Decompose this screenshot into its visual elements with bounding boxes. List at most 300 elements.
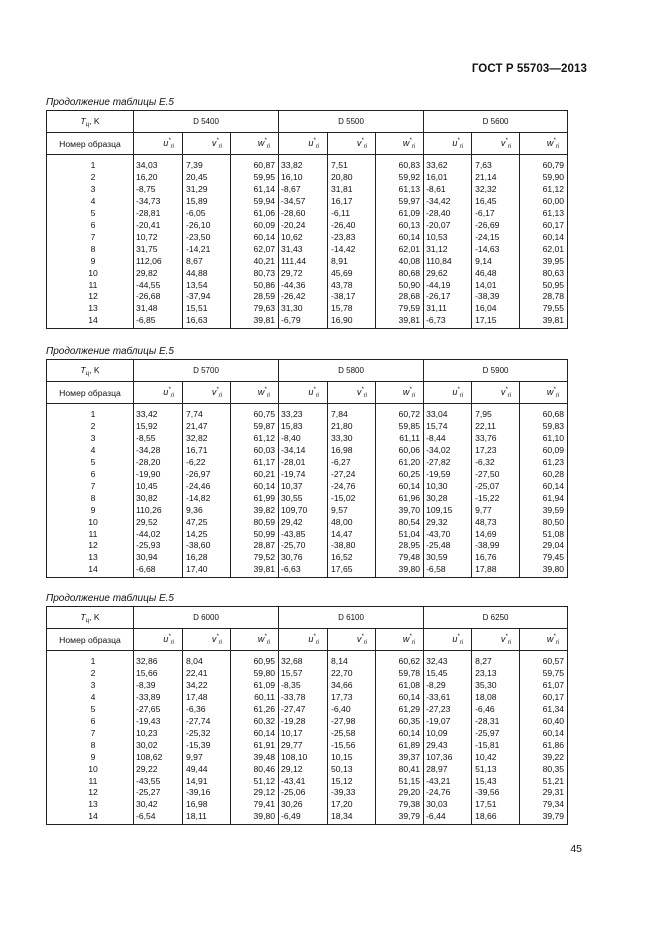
value-column: [183, 155, 231, 329]
table-cell-value: 9,97: [186, 751, 203, 762]
table-cell-value: 61,91: [253, 739, 276, 750]
table-cell-value: 110,26: [136, 504, 162, 515]
table-cell-value: 23,13: [475, 667, 497, 678]
table-cell-value: 61,17: [253, 456, 276, 467]
symbol-subscript: ri: [507, 639, 512, 646]
table-cell-value: 60,17: [542, 219, 565, 230]
table-cell-value: -6,22: [186, 456, 206, 467]
table-cell-value: 14,47: [331, 528, 353, 539]
table-cell-value: 39,48: [253, 751, 276, 762]
symbol-subscript: ri: [555, 392, 560, 399]
table-cell-value: 51,21: [542, 775, 565, 786]
symbol-letter: u: [163, 633, 169, 644]
symbol: [308, 138, 319, 148]
table-cell-value: 60,79: [542, 160, 565, 170]
table-cell-value: 80,54: [398, 516, 421, 527]
table-cell-value: 29,82: [136, 267, 158, 278]
table-cell-value: 39,59: [542, 504, 565, 515]
sample-number: 6: [90, 715, 96, 726]
table-cell-value: 29,20: [398, 787, 421, 798]
table-cell-value: 39,81: [253, 564, 276, 575]
symbol-letter: v: [211, 386, 217, 397]
symbol: [212, 138, 222, 148]
table-cell-value: 15,45: [426, 667, 448, 678]
table-cell-value: 29,32: [426, 516, 448, 527]
table-cell-value: -6,44: [426, 811, 446, 822]
table-cell-value: -6,58: [426, 564, 446, 575]
symbol: [452, 634, 463, 644]
illuminant-group-header: D 5700: [134, 360, 279, 382]
table-cell-value: 22,11: [475, 420, 496, 431]
table-cell-value: 10,23: [136, 727, 158, 738]
table-cell-value: -44,36: [281, 279, 306, 290]
table-cell-value: -19,59: [426, 468, 451, 479]
table-cell-value: 60,40: [542, 715, 565, 726]
table-cell-value: 61,94: [542, 492, 565, 503]
table-cell-value: 33,23: [281, 409, 303, 419]
temperature-unit: , K: [89, 364, 100, 375]
table-cell-value: -43,85: [281, 528, 306, 539]
symbol-letter: v: [356, 633, 362, 644]
table-cell-value: -26,42: [281, 291, 306, 302]
table-cell-value: 28,59: [253, 291, 276, 302]
symbol: [163, 138, 174, 148]
symbol-subscript: ri: [459, 639, 464, 646]
table-cell-value: -20,24: [281, 219, 306, 230]
table-cell-value: 62,01: [398, 243, 421, 254]
sample-number: 8: [90, 243, 96, 254]
table-cell-value: -34,02: [426, 444, 451, 455]
table-cell-value: 39,79: [542, 811, 565, 822]
table-cell-value: 60,35: [398, 715, 421, 726]
value-column: [328, 404, 376, 578]
table-cell-value: -14,63: [475, 243, 500, 254]
table-cell-value: -25,58: [331, 727, 356, 738]
symbol-subscript: ri: [363, 392, 368, 399]
table-cell-value: -15,81: [475, 739, 500, 750]
table-cell-value: -25,06: [281, 787, 306, 798]
table-cell-value: 60,09: [542, 444, 565, 455]
table-cell-value: 22,41: [186, 667, 208, 678]
table-cell-value: -28,20: [136, 456, 161, 467]
value-column: [424, 651, 472, 825]
table-cell-value: 21,47: [186, 420, 208, 431]
temperature-header: [47, 111, 134, 133]
table-cell-value: 30,59: [426, 552, 448, 563]
table-cell-value: 60,87: [253, 160, 276, 170]
sample-number-header: Номер образца: [47, 629, 134, 651]
table-cell-value: 60,14: [253, 727, 276, 738]
data-table: [46, 606, 568, 825]
table-cell-value: 48,73: [475, 516, 497, 527]
table-cell-value: -26,10: [186, 219, 211, 230]
table-cell-value: 50,99: [253, 528, 276, 539]
sample-number: 14: [88, 564, 98, 575]
table-cell-value: 16,76: [475, 552, 497, 563]
symbol-star: *: [553, 137, 556, 144]
symbol: [501, 138, 511, 148]
column-symbol-w: [376, 133, 424, 155]
table-cell-value: -33,78: [281, 691, 306, 702]
symbol-star: *: [505, 633, 508, 640]
table-cell-value: -34,73: [136, 195, 161, 206]
table-cell-value: -26,68: [136, 291, 161, 302]
column-symbol-v: [472, 629, 520, 651]
illuminant-group-header: D 5600: [424, 111, 568, 133]
value-column: [376, 404, 424, 578]
table-cell-value: 16,52: [331, 552, 353, 563]
symbol-letter: u: [163, 386, 169, 397]
column-symbol-v: [328, 133, 376, 155]
table-cell-value: -34,57: [281, 195, 306, 206]
table-cell-value: 31,81: [331, 183, 353, 194]
header-row-symbols: [47, 382, 568, 404]
table-cell-value: 61,10: [542, 432, 565, 443]
table-cell-value: 16,10: [281, 171, 303, 182]
table-cell-value: -8,29: [426, 679, 446, 690]
table-cell-value: -38,60: [186, 540, 211, 551]
value-column: [376, 155, 424, 329]
table-cell-value: 31,43: [281, 243, 303, 254]
column-symbol-v: [472, 382, 520, 404]
table-cell-value: -27,23: [426, 703, 451, 714]
table-cell-value: 39,80: [398, 564, 421, 575]
table-cell-value: 39,70: [398, 504, 421, 515]
table-cell-value: 61,06: [253, 207, 276, 218]
sample-number: 4: [90, 195, 96, 206]
data-table: [46, 359, 568, 578]
illuminant-group-header: D 6250: [424, 607, 568, 629]
sample-number: 3: [90, 183, 96, 194]
header-row-groups: [47, 607, 568, 629]
table-cell-value: -26,97: [186, 468, 211, 479]
value-column: [231, 404, 279, 578]
symbol-letter: w: [402, 386, 410, 397]
table-cell-value: 30,28: [426, 492, 448, 503]
table-cell-value: 60,11: [254, 691, 276, 702]
table-cell-value: 10,62: [281, 231, 303, 242]
table-cell-value: -6,17: [475, 207, 495, 218]
table-cell-value: 60,95: [253, 656, 276, 666]
symbol: [163, 387, 174, 397]
symbol-subscript: ri: [218, 392, 222, 399]
table-cell-value: 60,28: [542, 468, 565, 479]
table-cell-value: 7,63: [475, 160, 492, 170]
table-cell-value: 39,81: [253, 315, 276, 326]
table-cell-value: 31,12: [426, 243, 448, 254]
table-cell-value: 15,51: [186, 303, 208, 314]
value-column: [231, 155, 279, 329]
table-cell-value: -43,55: [136, 775, 161, 786]
column-symbol-w: [376, 629, 424, 651]
table-cell-value: 60,75: [253, 409, 276, 419]
table-cell-value: 29,77: [281, 739, 303, 750]
table-cell-value: 60,14: [542, 231, 565, 242]
table-cell-value: -26,17: [426, 291, 451, 302]
column-symbol-w: [520, 629, 568, 651]
table-cell-value: 30,76: [281, 552, 303, 563]
sample-number: 10: [88, 267, 98, 278]
table-cell-value: 60,57: [542, 656, 565, 666]
table-cell-value: 80,68: [398, 267, 421, 278]
table-cell-value: 18,08: [475, 691, 497, 702]
table-cell-value: 80,50: [542, 516, 565, 527]
table-cell-value: 17,88: [475, 564, 497, 575]
table-cell-value: 18,66: [475, 811, 497, 822]
temperature-header: [47, 360, 134, 382]
column-symbol-u: [134, 382, 183, 404]
table-cell-value: -8,61: [426, 183, 446, 194]
table-cell-value: -25,97: [475, 727, 500, 738]
table-cell-value: 59,75: [542, 667, 565, 678]
table-caption: Продолжение таблицы Е.5: [46, 97, 174, 108]
sample-number: 11: [88, 279, 98, 290]
header-row-symbols: [47, 133, 568, 155]
table-cell-value: 59,87: [253, 420, 276, 431]
column-symbol-v: [472, 133, 520, 155]
table-cell-value: 10,17: [281, 727, 303, 738]
table-cell-value: 60,14: [398, 691, 421, 702]
table-cell-value: 79,48: [398, 552, 421, 563]
table-cell-value: -24,15: [475, 231, 500, 242]
table-cell-value: -28,01: [281, 456, 306, 467]
table-cell-value: 34,66: [331, 679, 353, 690]
table-cell-value: -14,21: [186, 243, 211, 254]
header-row-symbols: [47, 629, 568, 651]
temperature-symbol: T: [80, 364, 86, 375]
table-cell-value: -8,35: [281, 679, 301, 690]
table-cell-value: -27,47: [281, 703, 306, 714]
sample-number: 6: [90, 468, 96, 479]
table-cell-value: 60,62: [398, 656, 421, 666]
symbol: [212, 634, 222, 644]
table-cell-value: 60,14: [253, 480, 276, 491]
symbol-subscript: ri: [218, 639, 222, 646]
table-cell-value: -28,40: [426, 207, 451, 218]
table-cell-value: 7,39: [186, 160, 203, 170]
table-cell-value: 51,15: [398, 775, 421, 786]
table-cell-value: 110,84: [426, 255, 452, 266]
value-column: [424, 404, 472, 578]
table-cell-value: 17,48: [186, 691, 208, 702]
table-cell-value: 79,34: [542, 799, 565, 810]
table-cell-value: -6,79: [281, 315, 301, 326]
table-cell-value: 40,21: [253, 255, 276, 266]
table-cell-value: 35,30: [475, 679, 497, 690]
table-cell-value: 39,82: [253, 504, 276, 515]
table-cell-value: 80,59: [253, 516, 276, 527]
sample-number: 3: [90, 679, 96, 690]
table-cell-value: -44,55: [136, 279, 161, 290]
value-column: [520, 155, 568, 329]
table-cell-value: -8,75: [136, 183, 156, 194]
table-cell-value: -19,43: [136, 715, 161, 726]
value-column: [472, 155, 520, 329]
column-symbol-w: [231, 133, 279, 155]
table-cell-value: -38,17: [331, 291, 356, 302]
table-cell-value: 59,90: [542, 171, 565, 182]
sample-number: 10: [88, 763, 98, 774]
table-cell-value: 50,86: [253, 279, 276, 290]
symbol: [357, 387, 367, 397]
sample-number: 8: [90, 492, 96, 503]
symbol-subscript: ri: [411, 392, 416, 399]
table-cell-value: -6,49: [281, 811, 301, 822]
symbol-star: *: [361, 386, 364, 393]
symbol-subscript: ri: [411, 143, 416, 150]
table-cell-value: -15,22: [475, 492, 500, 503]
symbol-star: *: [264, 386, 267, 393]
table-cell-value: 7,84: [331, 409, 348, 419]
sample-number: 1: [90, 160, 96, 170]
table-cell-value: 10,15: [331, 751, 353, 762]
table-cell-value: -26,69: [475, 219, 500, 230]
symbol-letter: v: [356, 137, 362, 148]
table-cell-value: 18,34: [331, 811, 353, 822]
value-column: [279, 651, 328, 825]
table-cell-value: 39,80: [542, 564, 565, 575]
illuminant-group-header: D 5400: [134, 111, 279, 133]
column-symbol-u: [424, 133, 472, 155]
sample-number: 6: [90, 219, 96, 230]
table-cell-value: -20,41: [136, 219, 161, 230]
table-cell-value: 10,72: [136, 231, 158, 242]
symbol-star: *: [505, 137, 508, 144]
table-cell-value: -6,27: [331, 456, 351, 467]
illuminant-group-header: D 6100: [279, 607, 424, 629]
table-cell-value: -43,21: [426, 775, 451, 786]
sample-number: 13: [88, 799, 98, 810]
table-cell-value: -6,68: [136, 564, 156, 575]
column-symbol-w: [231, 629, 279, 651]
value-column: [376, 651, 424, 825]
column-symbol-v: [183, 382, 231, 404]
table-cell-value: 20,45: [186, 171, 208, 182]
table-cell-value: 29,62: [426, 267, 448, 278]
symbol: [308, 634, 319, 644]
sample-number: 8: [90, 739, 96, 750]
table-cell-value: 9,14: [475, 255, 492, 266]
table-cell-value: -28,60: [281, 207, 306, 218]
table-cell-value: -25,27: [136, 787, 161, 798]
sample-number-column: [47, 404, 134, 578]
symbol: [163, 634, 174, 644]
table-cell-value: 62,01: [542, 243, 565, 254]
sample-number: 14: [88, 315, 98, 326]
value-column: [279, 155, 328, 329]
table-cell-value: 61,12: [542, 183, 565, 194]
column-symbol-u: [279, 629, 328, 651]
table-cell-value: 30,03: [426, 799, 448, 810]
table-cell-value: -15,56: [331, 739, 356, 750]
column-symbol-v: [328, 629, 376, 651]
symbol-star: *: [168, 633, 171, 640]
table-cell-value: 17,23: [475, 444, 497, 455]
table-cell-value: 60,13: [398, 219, 421, 230]
table-cell-value: 17,40: [186, 564, 208, 575]
column-symbol-v: [183, 133, 231, 155]
table-cell-value: 39,37: [398, 751, 421, 762]
symbol-subscript: ri: [315, 392, 320, 399]
table-cell-value: 31,30: [281, 303, 303, 314]
table-cell-value: 16,28: [186, 552, 208, 563]
table-cell-value: 62,07: [253, 243, 276, 254]
sample-number: 5: [90, 703, 96, 714]
table-cell-value: -6,36: [186, 703, 206, 714]
value-column: [134, 155, 183, 329]
table-cell-value: 61,07: [542, 679, 565, 690]
table-cell-value: 107,36: [426, 751, 453, 762]
table-cell-value: -25,48: [426, 540, 451, 551]
table-cell-value: 28,78: [542, 291, 565, 302]
table-cell-value: 29,43: [426, 739, 448, 750]
column-symbol-u: [279, 382, 328, 404]
table-cell-value: 32,86: [136, 656, 158, 666]
column-symbol-v: [328, 382, 376, 404]
table-cell-value: 32,68: [281, 656, 303, 666]
table-cell-value: 14,01: [475, 279, 497, 290]
sample-number: 5: [90, 207, 96, 218]
symbol-star: *: [361, 633, 364, 640]
table-cell-value: 33,76: [475, 432, 497, 443]
symbol-letter: w: [546, 386, 554, 397]
symbol-letter: v: [211, 633, 217, 644]
table-cell-value: 15,66: [136, 667, 158, 678]
table-cell-value: 60,06: [398, 444, 421, 455]
table-cell-value: -39,56: [475, 787, 500, 798]
table-cell-value: 28,97: [426, 763, 448, 774]
temperature-symbol: T: [80, 611, 86, 622]
table-cell-value: 61,13: [398, 183, 421, 194]
table-cell-value: 28,95: [398, 540, 421, 551]
table-cell-value: 30,42: [136, 799, 158, 810]
temperature-subscript: ц: [85, 121, 90, 128]
symbol-subscript: ri: [218, 143, 222, 150]
symbol-star: *: [457, 633, 460, 640]
symbol: [547, 634, 559, 644]
table-cell-value: -6,40: [331, 703, 351, 714]
table-cell-value: -33,89: [136, 691, 161, 702]
symbol-letter: w: [546, 633, 554, 644]
symbol: [501, 387, 511, 397]
table-cell-value: 8,91: [331, 255, 348, 266]
table-cell-value: -19,28: [281, 715, 306, 726]
table-cell-value: -44,19: [426, 279, 451, 290]
symbol-subscript: ri: [266, 639, 271, 646]
sample-number: 9: [90, 255, 96, 266]
table-cell-value: 10,37: [281, 480, 303, 491]
table-cell-value: 59,97: [398, 195, 421, 206]
table-cell-value: -19,90: [136, 468, 161, 479]
table-cell-value: 30,02: [136, 739, 158, 750]
table-cell-value: 39,80: [253, 811, 276, 822]
table-cell-value: 28,68: [398, 291, 421, 302]
symbol-letter: u: [308, 633, 314, 644]
symbol-star: *: [409, 386, 412, 393]
table-cell-value: -6,54: [136, 811, 156, 822]
value-column: [134, 404, 183, 578]
symbol: [547, 387, 559, 397]
table-cell-value: 17,15: [475, 315, 497, 326]
table-cell-value: -6,32: [475, 456, 495, 467]
table-cell-value: 17,51: [475, 799, 497, 810]
table-cell-value: 60,00: [542, 195, 565, 206]
table-cell-value: 16,01: [426, 171, 448, 182]
value-column: [328, 651, 376, 825]
symbol: [403, 387, 415, 397]
table-cell-value: 108,62: [136, 751, 163, 762]
sample-number: 7: [90, 480, 96, 491]
